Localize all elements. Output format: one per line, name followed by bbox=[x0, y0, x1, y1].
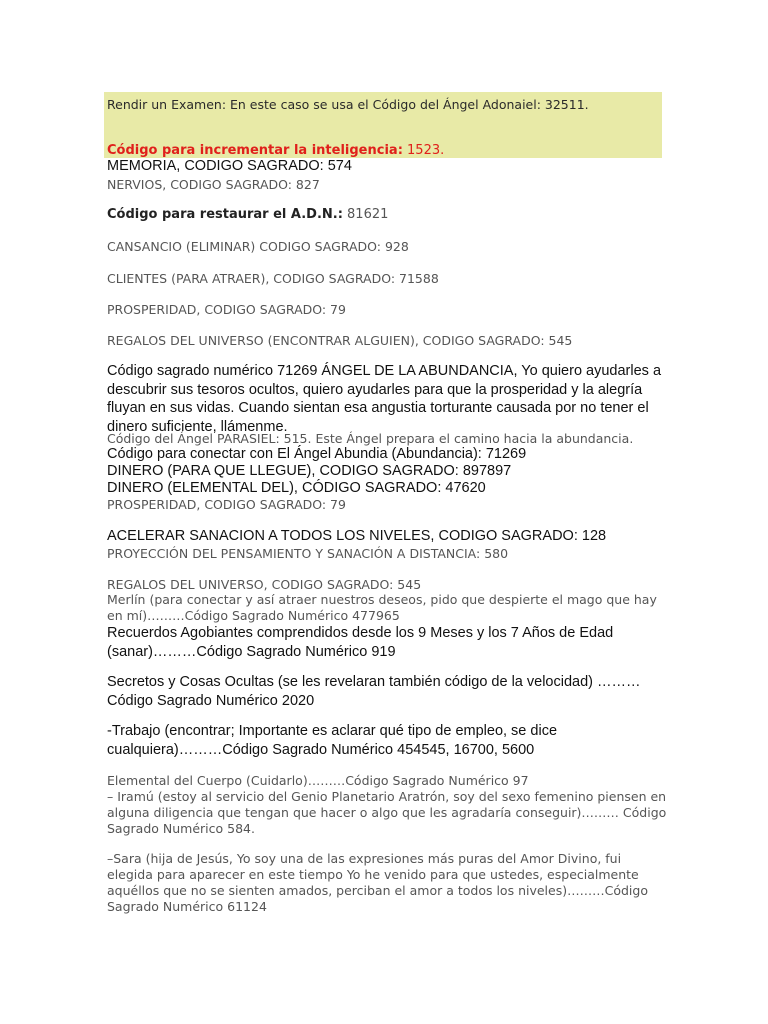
nervios-code-line: NERVIOS, CODIGO SAGRADO: 827 bbox=[107, 177, 320, 192]
trabajo-paragraph: -Trabajo (encontrar; Importante es aclarar qué tipo de empleo, se dice cualquiera)………Código Sagrado Numérico 454545, 16700, 5600 bbox=[107, 723, 558, 758]
iramu-paragraph: – Iramú (estoy al servicio del Genio Planetario Aratrón, soy del sexo femenino piensen en alguna diligencia que tengan que hacer o algo que les agradaría conseguir)……… Código Sagrado Numérico 584. bbox=[107, 789, 667, 836]
merlin-paragraph: Merlín (para conectar y así atraer nuestros deseos, pido que despierte el mago que hay en mí)………Código Sagrado Numérico 477965 bbox=[107, 592, 657, 623]
adn-code-label: Código para restaurar el A.D.N.: bbox=[107, 207, 343, 222]
dinero-elemental-code-line: DINERO (ELEMENTAL DEL), CÓDIGO SAGRADO: 47620 bbox=[107, 480, 486, 496]
intelligence-code-value: 1523. bbox=[402, 143, 445, 158]
intelligence-code-label: Código para incrementar la inteligencia: bbox=[107, 143, 403, 158]
cansancio-code-line: CANSANCIO (ELIMINAR) CODIGO SAGRADO: 928 bbox=[107, 239, 409, 254]
secretos-paragraph: Secretos y Cosas Ocultas (se les revelaran también código de la velocidad) ………Código Sagrado Numérico 2020 bbox=[107, 674, 641, 709]
regalos-alguien-code-line: REGALOS DEL UNIVERSO (ENCONTRAR ALGUIEN), CODIGO SAGRADO: 545 bbox=[107, 333, 573, 348]
dinero-llegue-code-line: DINERO (PARA QUE LLEGUE), CODIGO SAGRADO: 897897 bbox=[107, 463, 512, 479]
abundia-code-line: Código para conectar con El Ángel Abundia (Abundancia): 71269 bbox=[107, 446, 527, 462]
exam-code-line: Rendir un Examen: En este caso se usa el Código del Ángel Adonaiel: 32511. bbox=[107, 97, 589, 112]
adn-code-value: 81621 bbox=[342, 207, 389, 222]
clientes-code-line: CLIENTES (PARA ATRAER), CODIGO SAGRADO: 71588 bbox=[107, 271, 439, 286]
prosperidad-code-line: PROSPERIDAD, CODIGO SAGRADO: 79 bbox=[107, 302, 346, 317]
regalos-code-line: REGALOS DEL UNIVERSO, CODIGO SAGRADO: 545 bbox=[107, 577, 422, 592]
sanacion-code-line: ACELERAR SANACION A TODOS LOS NIVELES, CODIGO SAGRADO: 128 bbox=[107, 528, 607, 544]
sara-paragraph: –Sara (hija de Jesús, Yo soy una de las expresiones más puras del Amor Divino, fui elegida para aparecer en este tiempo Yo he venido para que ustedes, especialmente aquéllos que no se sienten amados, perciban el amor a todos los niveles)………Código Sagrado Numérico 61124 bbox=[107, 851, 648, 914]
memoria-code-line: MEMORIA, CODIGO SAGRADO: 574 bbox=[107, 158, 352, 174]
parasiel-code-line: Código del Ángel PARASIEL: 515. Este Ángel prepara el camino hacia la abundancia. bbox=[107, 431, 634, 446]
recuerdos-paragraph: Recuerdos Agobiantes comprendidos desde los 9 Meses y los 7 Años de Edad (sanar)………Código Sagrado Numérico 919 bbox=[107, 625, 614, 660]
intelligence-code-line bbox=[107, 143, 444, 158]
prosperidad-code-line-2: PROSPERIDAD, CODIGO SAGRADO: 79 bbox=[107, 497, 346, 512]
abundancia-paragraph: Código sagrado numérico 71269 ÁNGEL DE LA ABUNDANCIA, Yo quiero ayudarles a descubrir sus tesoros ocultos, quiero ayudarles para que la prosperidad y la alegría fluyan en sus vidas. Cuando sientan esa angustia torturante causada por no tener el dinero suficiente, llámenme. bbox=[107, 363, 662, 435]
proyeccion-code-line: PROYECCIÓN DEL PENSAMIENTO Y SANACIÓN A DISTANCIA: 580 bbox=[107, 546, 509, 561]
elemental-cuerpo-line: Elemental del Cuerpo (Cuidarlo)………Código Sagrado Numérico 97 bbox=[107, 773, 529, 788]
adn-code-line bbox=[107, 207, 388, 222]
